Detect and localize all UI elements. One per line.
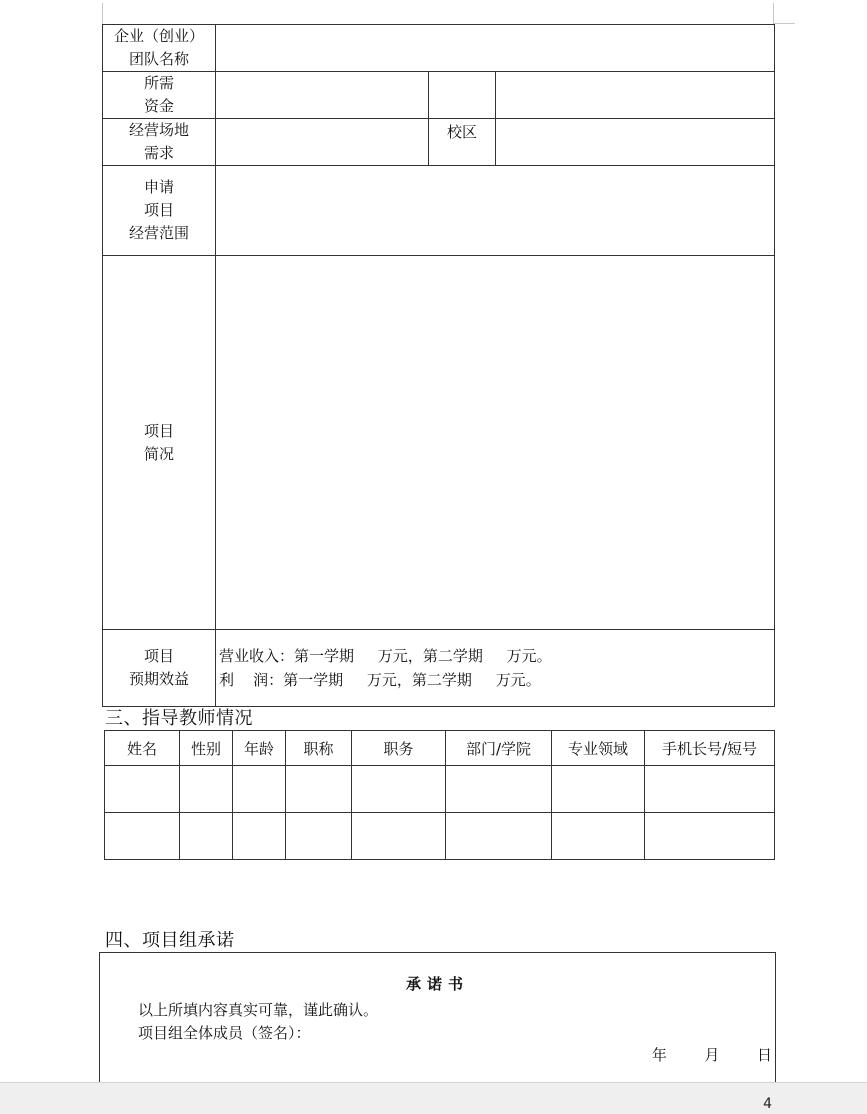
team-name-label: 企业（创业） 团队名称 <box>103 25 216 72</box>
page-gap <box>0 1082 867 1114</box>
pledge-title: 承诺书 <box>405 975 469 993</box>
overview-field[interactable] <box>216 256 775 630</box>
header-position: 职务 <box>352 731 446 766</box>
venue-label: 经营场地 需求 <box>103 119 216 166</box>
table-row <box>105 813 775 860</box>
scope-label: 申请 项目 经营范围 <box>103 166 216 256</box>
advisor-table-header <box>105 731 775 766</box>
benefit-row <box>103 630 775 707</box>
table-cell[interactable] <box>180 766 233 813</box>
overview-row <box>103 256 775 630</box>
table-cell[interactable] <box>233 813 286 860</box>
overview-label: 项目 简况 <box>103 256 216 630</box>
revenue-line: 营业收入：第一学期 万元，第二学期 万元。 <box>219 647 552 665</box>
venue-field[interactable] <box>216 119 429 166</box>
benefit-label: 项目 预期效益 <box>103 630 216 707</box>
header-age: 年龄 <box>233 731 286 766</box>
venue-row <box>103 119 775 166</box>
table-cell[interactable] <box>645 813 775 860</box>
table-cell[interactable] <box>233 766 286 813</box>
team-name-field[interactable] <box>216 25 775 72</box>
scope-row <box>103 166 775 256</box>
table-cell[interactable] <box>446 766 552 813</box>
table-cell[interactable] <box>286 813 352 860</box>
profit-line: 利 润：第一学期 万元，第二学期 万元。 <box>219 671 541 689</box>
funding-label: 所需 资金 <box>103 72 216 119</box>
table-cell[interactable] <box>446 813 552 860</box>
section4-heading: 四、项目组承诺 <box>105 930 235 951</box>
advisor-table <box>104 730 775 860</box>
crop-mark <box>773 23 795 24</box>
page-number: 4 <box>763 1096 772 1112</box>
funding-field-extra[interactable] <box>496 72 775 119</box>
campus-label: 校区 <box>429 119 496 166</box>
application-form-table <box>102 24 775 707</box>
pledge-text: 以上所填内容真实可靠，谨此确认。 <box>138 1001 379 1019</box>
signature-line[interactable]: 项目组全体成员（签名）： <box>138 1024 311 1042</box>
funding-row <box>103 72 775 119</box>
table-cell[interactable] <box>105 766 180 813</box>
benefit-field[interactable] <box>216 630 775 707</box>
crop-mark <box>773 3 774 24</box>
header-gender: 性别 <box>180 731 233 766</box>
header-title: 职称 <box>286 731 352 766</box>
table-cell[interactable] <box>105 813 180 860</box>
table-cell[interactable] <box>645 766 775 813</box>
table-cell[interactable] <box>286 766 352 813</box>
table-cell[interactable] <box>180 813 233 860</box>
section3-heading: 三、指导教师情况 <box>105 708 253 729</box>
crop-mark <box>102 3 103 24</box>
table-cell[interactable] <box>352 766 446 813</box>
scope-field[interactable] <box>216 166 775 256</box>
header-phone: 手机长号/短号 <box>645 731 775 766</box>
header-name: 姓名 <box>105 731 180 766</box>
funding-field[interactable] <box>216 72 429 119</box>
pledge-box <box>99 952 776 1083</box>
header-department: 部门/学院 <box>446 731 552 766</box>
date-line[interactable]: 年 月 日 <box>651 1046 772 1064</box>
table-cell[interactable] <box>552 766 645 813</box>
team-name-row <box>103 25 775 72</box>
header-specialty: 专业领域 <box>552 731 645 766</box>
table-cell[interactable] <box>352 813 446 860</box>
table-row <box>105 766 775 813</box>
table-cell[interactable] <box>552 813 645 860</box>
funding-field-extra[interactable] <box>429 72 496 119</box>
campus-field[interactable] <box>496 119 775 166</box>
